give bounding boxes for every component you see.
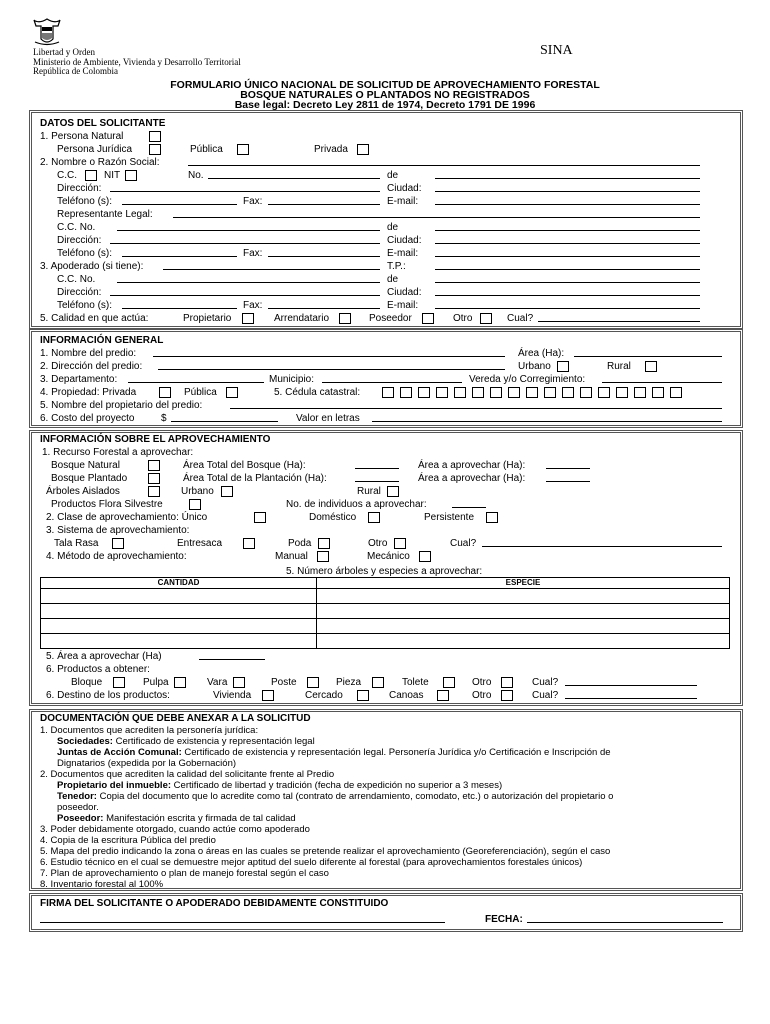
doc-item-1: 1. Documentos que acrediten la personería jurídica: (40, 725, 259, 736)
cual-producto-field[interactable] (565, 677, 697, 686)
arboles-aislados-checkbox[interactable] (148, 486, 160, 497)
urbano-label: Urbano (518, 361, 551, 372)
propietario-checkbox[interactable] (242, 313, 254, 324)
otro-destino-label: Otro (472, 690, 492, 701)
domestico-label: Doméstico (309, 512, 357, 523)
fecha-field[interactable] (527, 914, 723, 923)
manual-label: Manual (275, 551, 308, 562)
costo-label: 6. Costo del proyecto (40, 413, 135, 424)
rural-checkbox[interactable] (387, 486, 399, 497)
vereda-field[interactable] (602, 374, 722, 383)
apo-cc-city-field[interactable] (435, 274, 700, 283)
ministry-name: Ministerio de Ambiente, Vivienda y Desarrollo Territorial (33, 57, 241, 67)
area-total-bosque-label: Área Total del Bosque (Ha): (183, 460, 306, 471)
cual-label: Cual? (507, 313, 534, 324)
doc-item-1a: Sociedades: Certificado de existencia y representación legal (57, 736, 315, 747)
otro-label: Otro (453, 313, 473, 324)
vivienda-checkbox[interactable] (262, 690, 274, 701)
pieza-checkbox[interactable] (372, 677, 384, 688)
area-label: Área (Ha): (518, 348, 565, 359)
tolete-label: Tolete (402, 677, 429, 688)
doc-item-2: 2. Documentos que acrediten la calidad del solicitante frente al Predio (40, 769, 335, 780)
rep-cc-city-field[interactable] (435, 222, 700, 231)
persistente-checkbox[interactable] (486, 512, 498, 523)
area-aprovechar-2-field[interactable] (546, 473, 590, 482)
cual-destino-field[interactable] (565, 690, 697, 699)
tp-label: T.P.: (387, 261, 406, 272)
canoas-checkbox[interactable] (437, 690, 449, 701)
otro-checkbox[interactable] (480, 313, 492, 324)
no-label: No. (188, 170, 204, 181)
direccion-predio-field[interactable] (158, 361, 505, 370)
table-row[interactable] (41, 619, 730, 634)
canoas-label: Canoas (389, 690, 424, 701)
rural-checkbox[interactable] (645, 361, 657, 372)
apo-cc-field[interactable] (117, 274, 380, 283)
section-heading: DOCUMENTACIÓN QUE DEBE ANEXAR A LA SOLICITUD (40, 713, 311, 724)
bosque-plantado-checkbox[interactable] (148, 473, 160, 484)
cual-label: Cual? (450, 538, 477, 549)
section-aprovechamiento (31, 432, 741, 704)
fax-field[interactable] (268, 196, 380, 205)
section-heading: INFORMACIÓN GENERAL (40, 335, 164, 346)
apo-de-label: de (387, 274, 399, 285)
nombre-label: 2. Nombre o Razón Social: (40, 157, 160, 168)
rural-label: Rural (607, 361, 631, 372)
bosque-natural-checkbox[interactable] (148, 460, 160, 471)
productos-obtener-label: 6. Productos a obtener: (46, 664, 150, 675)
ciudad-field[interactable] (435, 183, 700, 192)
motto: Libertad y Orden (33, 47, 95, 57)
publica-label: Pública (190, 144, 223, 155)
apo-email-field[interactable] (435, 300, 700, 309)
doc-item-1b: Juntas de Acción Comunal: Certificado de existencia y representación legal. Personería Jurídica y/o Certificación e Inscripción de (57, 747, 611, 758)
departamento-field[interactable] (128, 374, 264, 383)
dollar-sign: $ (161, 413, 167, 424)
urbano-label: Urbano (181, 486, 214, 497)
vivienda-label: Vivienda (213, 690, 252, 701)
fecha-label: FECHA: (485, 914, 523, 925)
direccion-label: Dirección: (57, 183, 102, 194)
nombre-predio-field[interactable] (153, 348, 505, 357)
calidad-label: 5. Calidad en que actúa: (40, 313, 149, 324)
area-aprovechar-label: Área a aprovechar (Ha): (418, 460, 526, 471)
bloque-checkbox[interactable] (113, 677, 125, 688)
doc-item-2b: Tenedor: Copia del documento que lo acredite como tal (contrato de arrendamiento, comodato, etc.) o autorización del propietario o (57, 791, 614, 802)
cercado-checkbox[interactable] (357, 690, 369, 701)
nit-label: NIT (104, 170, 121, 181)
area-aprovechar-ha-label: 5. Área a aprovechar (Ha) (46, 651, 162, 662)
departamento-label: 3. Departamento: (40, 374, 118, 385)
rep-de-label: de (387, 222, 399, 233)
doc-item-6: 6. Estudio técnico en el cual se demuestre mejor aptitud del suelo diferente al forestal (para aprovechamientos forestales únicos) (40, 857, 583, 868)
publica-checkbox[interactable] (226, 387, 238, 398)
productos-flora-checkbox[interactable] (189, 499, 201, 510)
firma-field[interactable] (40, 914, 445, 923)
productos-flora-label: Productos Flora Silvestre (51, 499, 163, 510)
poseedor-label: Poseedor (369, 313, 412, 324)
colombia-coat-of-arms-icon (32, 17, 62, 47)
entresaca-label: Entresaca (177, 538, 223, 549)
de-label: de (387, 170, 399, 181)
direccion-predio-label: 2. Dirección del predio: (40, 361, 143, 372)
direccion-field[interactable] (110, 183, 380, 192)
apoderado-label: 3. Apoderado (si tiene): (40, 261, 144, 272)
no-individuos-field[interactable] (452, 499, 486, 508)
poda-label: Poda (288, 538, 312, 549)
tolete-checkbox[interactable] (443, 677, 455, 688)
sistema-label: 3. Sistema de aprovechamiento: (46, 525, 190, 536)
country-name: República de Colombia (33, 66, 118, 76)
urbano-checkbox[interactable] (557, 361, 569, 372)
doc-item-1b-cont: Dignatarios (expedida por la Gobernación) (57, 758, 237, 769)
cual-destino-label: Cual? (532, 690, 559, 701)
destino-label: 6. Destino de los productos: (46, 690, 170, 701)
area-total-plantacion-field[interactable] (355, 473, 399, 482)
cc-label: C.C. (57, 170, 77, 181)
rep-ciudad-label: Ciudad: (387, 235, 422, 246)
arboles-aislados-label: Árboles Aislados (46, 486, 120, 497)
otro-label: Otro (368, 538, 388, 549)
col-especie: ESPECIE (317, 578, 730, 589)
apo-fax-field[interactable] (268, 300, 380, 309)
clase-label: 2. Clase de aprovechamiento: Único (46, 512, 208, 523)
rural-label: Rural (357, 486, 381, 497)
apo-ciudad-field[interactable] (435, 287, 700, 296)
fax-label: Fax: (243, 196, 263, 207)
doc-item-5: 5. Mapa del predio indicando la zona o áreas en las cuales se pretende realizar el aprovechamiento (Georeferenciación), según el caso (40, 846, 611, 857)
privada-label: Privada (314, 144, 348, 155)
publica-checkbox[interactable] (237, 144, 249, 155)
cual-field[interactable] (482, 538, 722, 547)
bosque-natural-label: Bosque Natural (51, 460, 120, 471)
tp-field[interactable] (435, 261, 700, 270)
email-label: E-mail: (387, 196, 419, 207)
urbano-checkbox[interactable] (221, 486, 233, 497)
area-total-bosque-field[interactable] (355, 460, 399, 469)
apo-direccion-label: Dirección: (57, 287, 102, 298)
area-aprovechar-2-label: Área a aprovechar (Ha): (418, 473, 526, 484)
propiedad-label: 4. Propiedad: Privada (40, 387, 137, 398)
otro-destino-checkbox[interactable] (501, 690, 513, 701)
apo-direccion-field[interactable] (110, 287, 380, 296)
table-row[interactable] (41, 589, 730, 604)
doc-item-3: 3. Poder debidamente otorgado, cuando actúe como apoderado (40, 824, 310, 835)
nombre-predio-label: 1. Nombre del predio: (40, 348, 137, 359)
municipio-field[interactable] (322, 374, 462, 383)
metodo-label: 4. Método de aprovechamiento: (46, 551, 187, 562)
poseedor-checkbox[interactable] (422, 313, 434, 324)
legal-basis: Base legal: Decreto Ley 2811 de 1974, Decreto 1791 DE 1996 (234, 99, 536, 111)
area-aprovechar-ha-field[interactable] (199, 651, 265, 660)
rep-direccion-field[interactable] (110, 235, 380, 244)
nit-checkbox[interactable] (125, 170, 137, 181)
persona-juridica-label: Persona Jurídica (57, 144, 133, 155)
bosque-plantado-label: Bosque Plantado (51, 473, 128, 484)
pulpa-label: Pulpa (143, 677, 169, 688)
rep-cc-label: C.C. No. (57, 222, 96, 233)
poda-checkbox[interactable] (318, 538, 330, 549)
apo-telefono-label: Teléfono (s): (57, 300, 113, 311)
manual-checkbox[interactable] (317, 551, 329, 562)
area-aprovechar-field[interactable] (546, 460, 590, 469)
municipio-label: Municipio: (269, 374, 315, 385)
privada-checkbox[interactable] (159, 387, 171, 398)
propietario-predio-field[interactable] (230, 400, 722, 409)
section-heading: INFORMACIÓN SOBRE EL APROVECHAMIENTO (40, 434, 271, 445)
form-title: FORMULARIO ÚNICO NACIONAL DE SOLICITUD DE APROVECHAMIENTO FORESTAL (170, 79, 600, 91)
publica-label: Pública (184, 387, 217, 398)
cual-field[interactable] (538, 313, 700, 322)
apo-telefono-field[interactable] (122, 300, 237, 309)
cual-producto-label: Cual? (532, 677, 559, 688)
poste-label: Poste (271, 677, 297, 688)
ciudad-label: Ciudad: (387, 183, 422, 194)
nombre-field[interactable] (188, 157, 700, 166)
doc-item-8: 8. Inventario forestal al 100% (40, 879, 164, 890)
valor-letras-field[interactable] (372, 413, 722, 422)
cedula-label: 5. Cédula catastral: (274, 387, 361, 398)
arrendatario-label: Arrendatario (274, 313, 330, 324)
doc-item-2b-cont: poseedor. (57, 802, 99, 813)
rep-cc-field[interactable] (117, 222, 380, 231)
doc-item-4: 4. Copia de la escritura Pública del predio (40, 835, 216, 846)
section-heading: FIRMA DEL SOLICITANTE O APODERADO DEBIDAMENTE CONSTITUIDO (40, 898, 389, 909)
valor-letras-label: Valor en letras (296, 413, 360, 424)
bloque-label: Bloque (71, 677, 103, 688)
apo-fax-label: Fax: (243, 300, 263, 311)
otro-producto-label: Otro (472, 677, 492, 688)
rep-ciudad-field[interactable] (435, 235, 700, 244)
tala-rasa-label: Tala Rasa (54, 538, 99, 549)
numero-arboles-label: 5. Número árboles y especies a aprovechar: (286, 566, 483, 577)
doc-city-field[interactable] (435, 170, 700, 179)
doc-number-field[interactable] (208, 170, 380, 179)
persona-juridica-checkbox[interactable] (149, 144, 161, 155)
apo-email-label: E-mail: (387, 300, 419, 311)
vara-checkbox[interactable] (233, 677, 245, 688)
mecanico-checkbox[interactable] (419, 551, 431, 562)
costo-field[interactable] (171, 413, 278, 422)
email-field[interactable] (435, 196, 700, 205)
vereda-label: Vereda y/o Corregimiento: (469, 374, 586, 385)
section-general (31, 331, 741, 426)
otro-producto-checkbox[interactable] (501, 677, 513, 688)
table-header-row (41, 578, 730, 589)
area-field[interactable] (574, 348, 722, 357)
cercado-label: Cercado (305, 690, 343, 701)
table-row[interactable] (41, 634, 730, 649)
rep-fax-label: Fax: (243, 248, 263, 259)
rep-email-label: E-mail: (387, 248, 419, 259)
rep-direccion-label: Dirección: (57, 235, 102, 246)
vara-label: Vara (207, 677, 228, 688)
unico-checkbox[interactable] (254, 512, 266, 523)
table-row[interactable] (41, 604, 730, 619)
representante-label: Representante Legal: (57, 209, 153, 220)
no-individuos-label: No. de individuos a aprovechar: (286, 499, 427, 510)
telefono-field[interactable] (122, 196, 237, 205)
tala-rasa-checkbox[interactable] (112, 538, 124, 549)
form-subtitle: BOSQUE NATURALES O PLANTADOS NO REGISTRADOS (240, 89, 530, 101)
species-table (40, 577, 730, 649)
mecanico-label: Mecánico (367, 551, 410, 562)
doc-item-2a: Propietario del inmueble: Certificado de libertad y tradición (fecha de expedición no superior a 3 meses) (57, 780, 503, 791)
doc-item-2c: Poseedor: Manifestación escrita y firmada de tal calidad (57, 813, 296, 824)
poste-checkbox[interactable] (307, 677, 319, 688)
telefono-label: Teléfono (s): (57, 196, 113, 207)
area-total-plantacion-label: Área Total de la Plantación (Ha): (183, 473, 327, 484)
representante-field[interactable] (173, 209, 700, 218)
sina-label: SINA (540, 43, 573, 58)
rep-telefono-label: Teléfono (s): (57, 248, 113, 259)
section-heading: DATOS DEL SOLICITANTE (40, 118, 166, 129)
persona-natural-checkbox[interactable] (149, 131, 161, 142)
cedula-catastral-boxes[interactable] (382, 387, 688, 401)
rep-fax-field[interactable] (268, 248, 380, 257)
pulpa-checkbox[interactable] (174, 677, 186, 688)
pieza-label: Pieza (336, 677, 362, 688)
col-cantidad: CANTIDAD (41, 578, 317, 589)
apoderado-field[interactable] (163, 261, 380, 270)
recurso-label: 1. Recurso Forestal a aprovechar: (42, 447, 194, 458)
rep-telefono-field[interactable] (122, 248, 237, 257)
persistente-label: Persistente (424, 512, 475, 523)
section-documentacion (31, 711, 741, 889)
privada-checkbox[interactable] (357, 144, 369, 155)
section-solicitante (31, 112, 741, 327)
entresaca-checkbox[interactable] (243, 538, 255, 549)
apo-cc-label: C.C. No. (57, 274, 96, 285)
cc-checkbox[interactable] (85, 170, 97, 181)
section-firma (31, 895, 741, 930)
propietario-label: Propietario (183, 313, 232, 324)
persona-natural-label: 1. Persona Natural (40, 131, 124, 142)
apo-ciudad-label: Ciudad: (387, 287, 422, 298)
doc-item-7: 7. Plan de aprovechamiento o plan de manejo forestal según el caso (40, 868, 329, 879)
domestico-checkbox[interactable] (368, 512, 380, 523)
otro-checkbox[interactable] (394, 538, 406, 549)
propietario-predio-label: 5. Nombre del propietario del predio: (40, 400, 203, 411)
rep-email-field[interactable] (435, 248, 700, 257)
arrendatario-checkbox[interactable] (339, 313, 351, 324)
